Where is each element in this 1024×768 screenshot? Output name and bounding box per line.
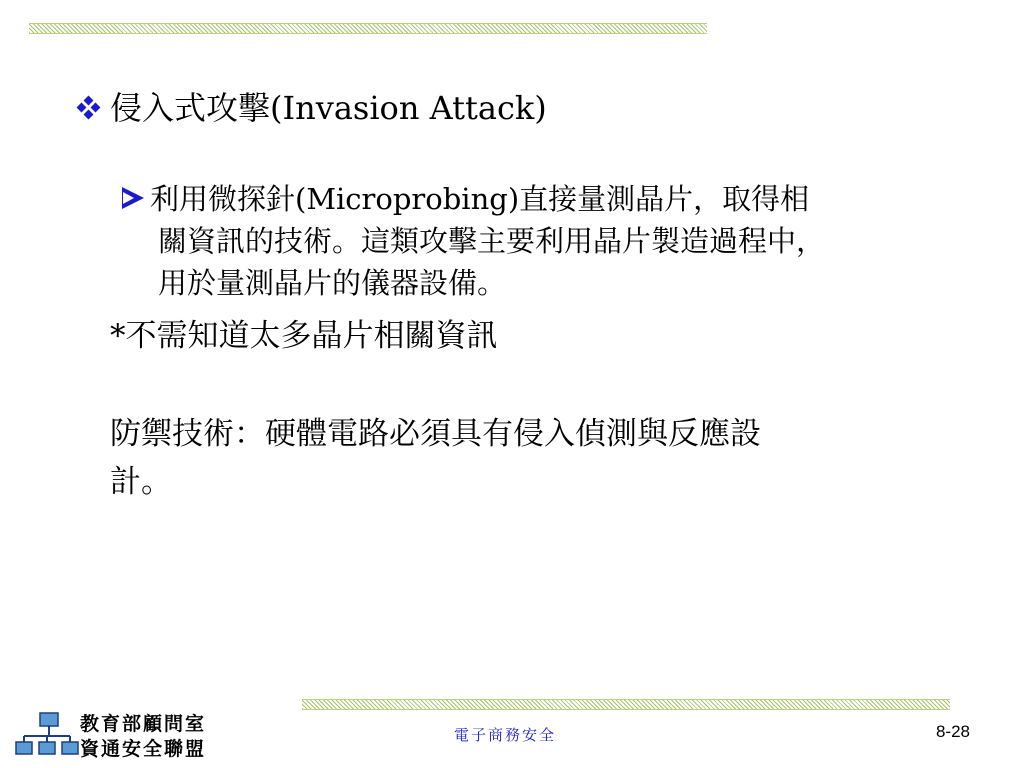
defense-line-2: 計。 [110,464,172,500]
arrow-bullet-icon [122,187,144,209]
heading-text: 侵入式攻擊(Invasion Attack) [110,89,547,127]
diamond-bullet-icon [78,97,100,119]
sub-bullet-line-3: 用於量測晶片的儀器設備。 [158,266,507,300]
top-decorative-band [29,23,707,34]
slide-heading [78,88,547,128]
defense-paragraph [110,410,970,506]
sub-bullet-line-2: 關資訊的技術。這類攻擊主要利用晶片製造過程中， [158,224,826,258]
logo-line-2: 資通安全聯盟 [80,738,207,760]
defense-line-1: 防禦技術：硬體電路必須具有侵入偵測與反應設 [110,416,761,452]
sub-bullet-line-1: 利用微探針(Microprobing)直接量測晶片，取得相 [122,178,1002,220]
bottom-decorative-band [302,699,950,710]
note-text: *不需知道太多晶片相關資訊 [110,318,498,354]
sub-bullet [122,178,1002,304]
logo-line-1: 教育部顧問室 [80,713,207,735]
footer-title: 電子商務安全 [453,726,556,744]
page-number: 8-28 [935,722,970,741]
